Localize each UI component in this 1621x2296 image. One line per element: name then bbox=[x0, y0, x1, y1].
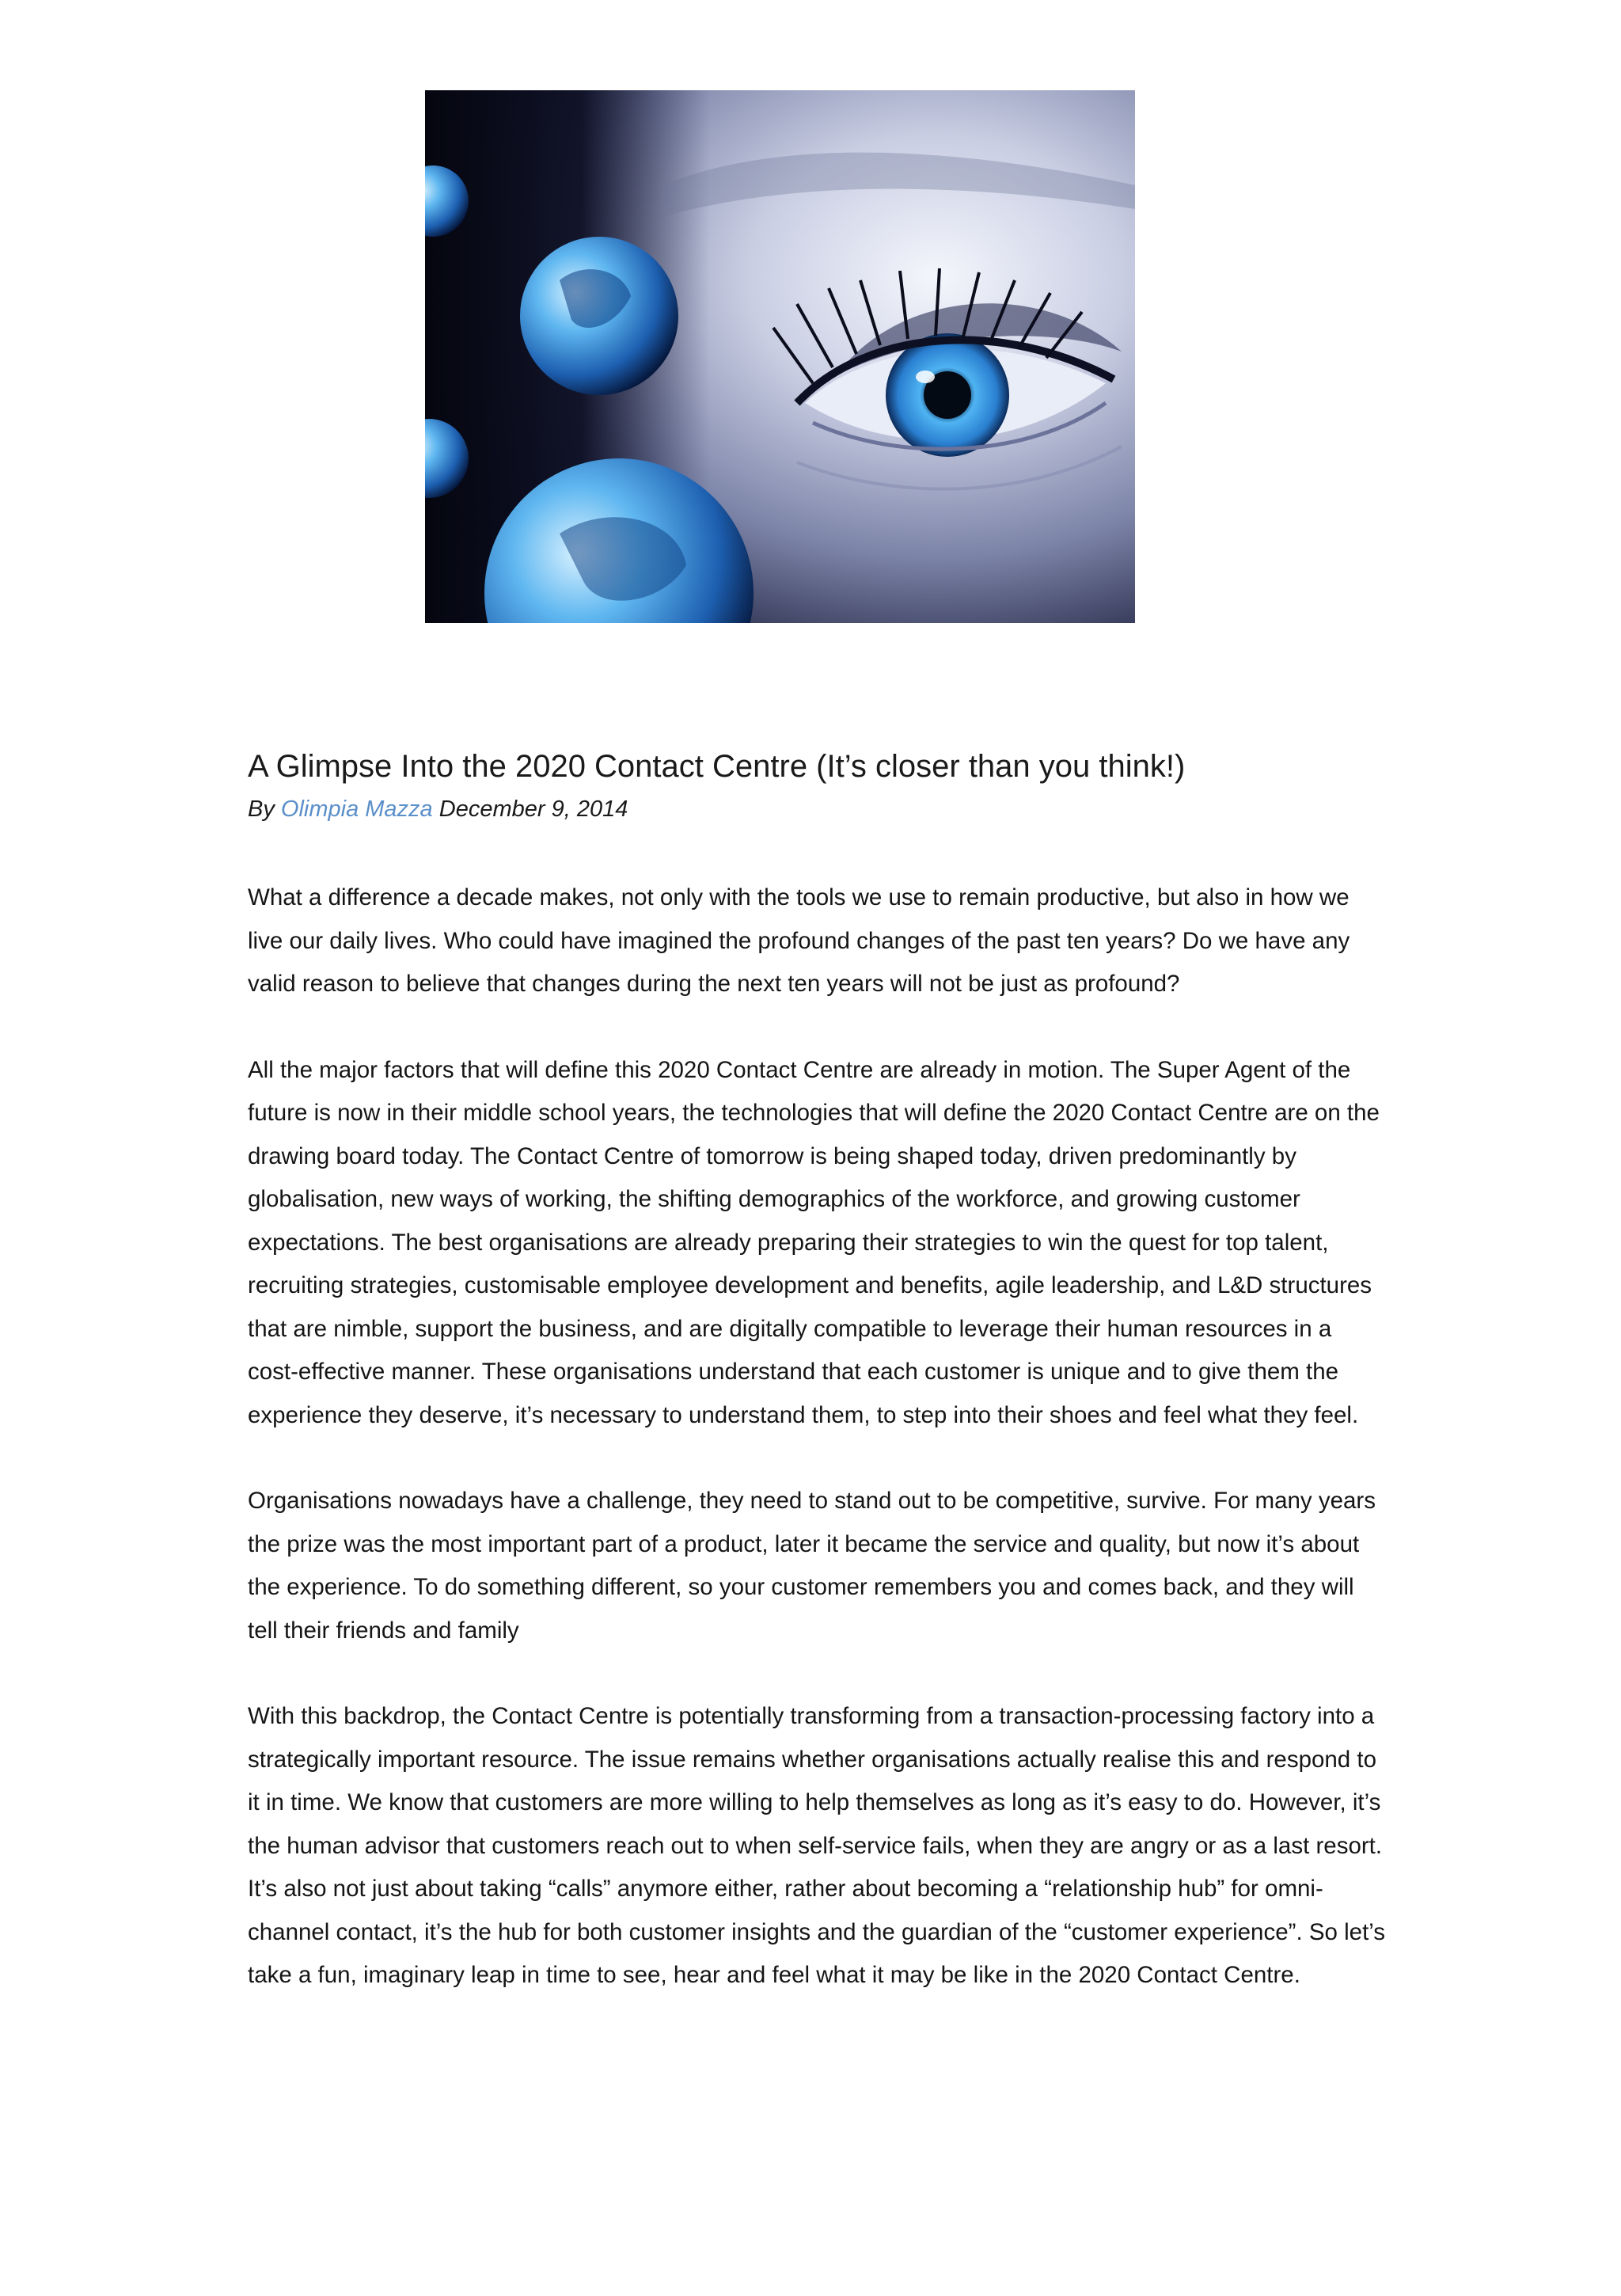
article bbox=[248, 743, 1388, 2040]
paragraph: All the major factors that will define this 2020 Contact Centre are already in motion. The Super Agent of the future is now in their middle school years, the technologies that will define the 2020 Contact Centre are on the drawing board today. The Contact Centre of tomorrow is being shaped today, driven predominantly by globalisation, new ways of working, the shifting demographics of the workforce, and growing customer expectations. The best organisations are already preparing their strategies to win the quest for top talent, recruiting strategies, customisable employee development and benefits, agile leadership, and L&D structures that are nimble, support the business, and are digitally compatible to leverage their human resources in a cost-effective manner. These organisations understand that each customer is unique and to give them the experience they deserve, it’s necessary to understand them, to step into their shoes and feel what they feel. bbox=[248, 1056, 1380, 1428]
author-link[interactable]: Olimpia Mazza bbox=[280, 796, 433, 822]
byline bbox=[248, 792, 1388, 827]
paragraph: Organisations nowadays have a challenge, they need to stand out to be competitive, survive. For many years the prize was the most important part of a product, later it became the service and quality, but now it’s about the experience. To do something different, so your customer remembers you and comes back, and they will tell their friends and family bbox=[248, 1488, 1376, 1644]
byline-prefix: By bbox=[248, 796, 281, 822]
publish-date: December 9, 2014 bbox=[432, 796, 628, 822]
hero-image bbox=[425, 90, 1135, 623]
article-body bbox=[248, 876, 1388, 1998]
article-title: A Glimpse Into the 2020 Contact Centre (It’s closer than you think!) bbox=[248, 749, 1186, 784]
paragraph: With this backdrop, the Contact Centre is potentially transforming from a transaction-processing factory into a strategically important resource. The issue remains whether organisations actually realise this and respond to it in time. We know that customers are more willing to help themselves as long as it’s easy to do. However, it’s the human advisor that customers reach out to when self-service fails, when they are angry or as a last resort. It’s also not just about taking “calls” anymore either, rather about becoming a “relationship hub” for omni-channel contact, it’s the hub for both customer insights and the guardian of the “customer experience”. So let’s take a fun, imaginary leap in time to see, hear and feel what it may be like in the 2020 Contact Centre. bbox=[248, 1703, 1386, 1988]
paragraph: What a difference a decade makes, not only with the tools we use to remain productive, but also in how we live our daily lives. Who could have imagined the profound changes of the past ten years? Do we have any valid reason to believe that changes during the next ten years will not be just as profound? bbox=[248, 884, 1350, 997]
